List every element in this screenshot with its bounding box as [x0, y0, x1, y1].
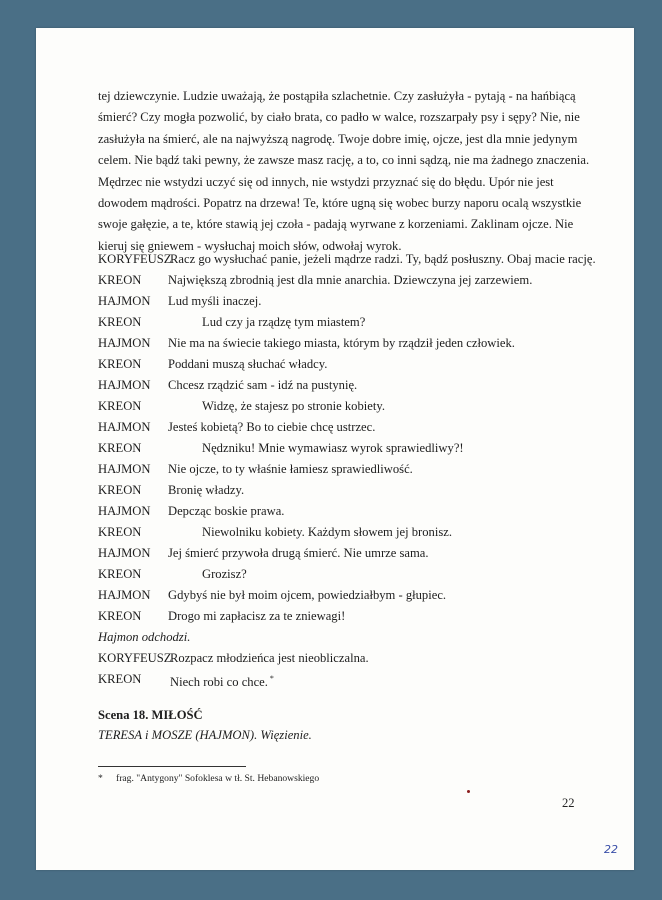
dialogue-text: Widzę, że stajesz po stronie kobiety. [202, 399, 385, 413]
dialogue-line [98, 501, 588, 521]
dialogue-line [98, 291, 588, 311]
speaker-name: KREON [98, 525, 142, 539]
dialogue-text: Drogo mi zapłacisz za te zniewagi! [168, 609, 346, 623]
hajmon-speech-paragraph [98, 86, 590, 257]
paragraph-line: Mędrzec nie wstydzi uczyć się od innych, nie wstydzi przyznać się do błędu. Upór nie jest [98, 174, 554, 189]
dialogue-text: Poddani muszą słuchać władcy. [168, 357, 328, 371]
dialogue-text: Depcząc boskie prawa. [168, 504, 285, 518]
paragraph-line: zasłużyła na śmierć, ale na najwyższą nagrodę. Twoje dobre imię, ojcze, jest dla mnie jedynym [98, 131, 578, 146]
speaker-name: KREON [98, 357, 142, 371]
document-page [36, 28, 634, 870]
stage-direction: Hajmon odchodzi. [98, 630, 191, 644]
dialogue-text: Lud czy ja rządzę tym miastem? [202, 315, 366, 329]
page-number: 22 [562, 796, 575, 810]
dialogue-text: Nie ojcze, to ty właśnie łamiesz sprawiedliwość. [168, 462, 413, 476]
dialogue-text: Nie ma na świecie takiego miasta, którym by rządził jeden człowiek. [168, 336, 515, 350]
dialogue-text: Bronię władzy. [168, 483, 245, 497]
dialogue-line [98, 333, 588, 353]
speaker-name: HAJMON [98, 378, 151, 392]
dialogue-line [98, 459, 588, 479]
dialogue-line [98, 417, 588, 437]
dialogue-line [98, 669, 588, 689]
dialogue-line [98, 606, 588, 626]
dialogue-text: Gdybyś nie był moim ojcem, powiedziałbym - głupiec. [168, 588, 447, 602]
speaker-name: KREON [98, 567, 142, 581]
dialogue-line [98, 564, 588, 584]
dialogue-line [98, 522, 588, 542]
dialogue-line [98, 648, 588, 668]
dialogue-line [98, 354, 588, 374]
dialogue-line [98, 312, 588, 332]
dialogue-text: Lud myśli inaczej. [168, 294, 262, 308]
paragraph-line: swoje gałęzie, a te, które stawią jej czoła - padają wyrwane z korzeniami. Zaklinam ojcze. Nie [98, 217, 574, 232]
scene-direction: TERESA i MOSZE (HAJMON). Więzienie. [98, 728, 312, 742]
dialogue-text: Jesteś kobietą? Bo to ciebie chcę ustrzec. [168, 420, 376, 434]
footnote-reference: * [269, 674, 274, 683]
footnote-mark: * [98, 773, 103, 784]
paragraph-line: kieruj się gniewem - wysłuchaj moich słów, odwołaj wyrok. [98, 238, 402, 253]
dialogue-line [98, 270, 588, 290]
ink-spot [467, 790, 470, 793]
speaker-name: HAJMON [98, 420, 151, 434]
paragraph-line: dowodem mądrości. Popatrz na drzewa! Te, które ugną się wobec burzy naporu ocalą wszystkie [98, 196, 582, 211]
dialogue-line [98, 480, 588, 500]
dialogue-text: Nędzniku! Mnie wymawiasz wyrok sprawiedliwy?! [202, 441, 464, 455]
speaker-name: HAJMON [98, 546, 151, 560]
speaker-name: KREON [98, 483, 142, 497]
dialogue-text: Jej śmierć przywoła drugą śmierć. Nie umrze sama. [168, 546, 429, 560]
footnote-divider [98, 766, 246, 767]
speaker-name: HAJMON [98, 294, 151, 308]
paragraph-line: tej dziewczynie. Ludzie uważają, że postąpiła szlachetnie. Czy zasłużyła - pytają - na hańbiącą [98, 89, 576, 103]
speaker-name: HAJMON [98, 336, 151, 350]
dialogue-line [98, 249, 596, 269]
speaker-name: KORYFEUSZ [98, 252, 172, 266]
dialogue-line [98, 438, 588, 458]
dialogue-text: Rozpacz młodzieńca jest nieobliczalna. [170, 651, 369, 665]
speaker-name: KREON [98, 315, 142, 329]
dialogue-text: Grozisz? [202, 567, 247, 581]
speaker-name: KREON [98, 441, 142, 455]
paragraph-line: celem. Nie bądź taki pewny, że zawsze masz rację, a to, co inni sądzą, nie ma żadnego znaczenia. [98, 153, 590, 168]
dialogue-text: Niewolniku kobiety. Każdym słowem jej bronisz. [202, 525, 452, 539]
speaker-name: KORYFEUSZ [98, 651, 172, 665]
dialogue-text: Największą zbrodnią jest dla mnie anarchia. Dziewczyna jej zarzewiem. [168, 273, 533, 287]
footnote-text: frag. "Antygony" Sofoklesa w tł. St. Hebanowskiego [116, 773, 320, 784]
dialogue-text: Racz go wysłuchać panie, jeżeli mądrze radzi. Ty, bądź posłuszny. Obaj macie rację. [170, 252, 596, 266]
speaker-name: KREON [98, 609, 142, 623]
dialogue-line [98, 543, 588, 563]
footnote [98, 773, 319, 784]
dialogue-text-with-note [170, 669, 274, 692]
scene-title: Scena 18. MIŁOŚĆ [98, 708, 203, 722]
dialogue-text: Chcesz rządzić sam - idź na pustynię. [168, 378, 358, 392]
speaker-name: HAJMON [98, 588, 151, 602]
speaker-name: KREON [98, 399, 142, 413]
dialogue-line [98, 585, 588, 605]
dialogue-line [98, 396, 588, 416]
speaker-name: KREON [98, 672, 142, 686]
speaker-name: HAJMON [98, 462, 151, 476]
handwritten-page-number: 22 [604, 843, 618, 856]
speaker-name: KREON [98, 273, 142, 287]
dialogue-text: Niech robi co chce. [170, 675, 268, 690]
paragraph-line: śmierć? Czy mogła pozwolić, by ciało brata, co padło w walce, rozszarpały psy i sępy? Nie, nie [98, 110, 580, 125]
speaker-name: HAJMON [98, 504, 151, 518]
dialogue-line [98, 375, 588, 395]
